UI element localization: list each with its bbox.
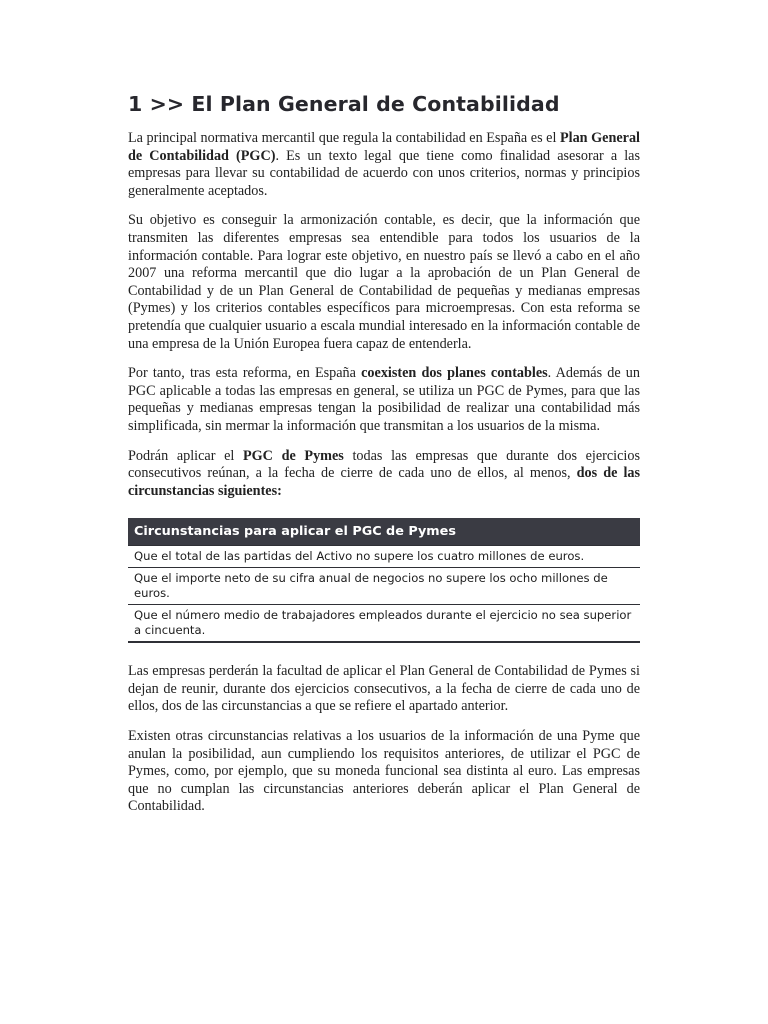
paragraph-two-plans-bold: coexisten dos planes contables: [361, 365, 548, 382]
paragraph-lose-faculty: Las empresas perderán la facultad de aplicar el Plan General de Contabilidad de Pymes si dejan de reunir, durante dos ejercicios consecutivos, a la fecha de cierre de cada uno de ellos, dos de las circunstancias a que se refiere el apartado anterior.: [128, 663, 640, 715]
paragraph-pymes-text-c: todas las empresas que durante dos ejercicios consecutivos reúnan, a la fecha de cierre de cada uno de ellos, al menos,: [128, 447, 640, 482]
table-row: Que el importe neto de su cifra anual de negocios no supere los ocho millones de euros.: [128, 567, 640, 604]
paragraph-objective: Su objetivo es conseguir la armonización contable, es decir, que la información que transmiten las diferentes empresas sea entendible para todos los usuarios de la información contable. Para lograr este objetivo, en nuestro país se llevó a cabo en el año 2007 una reforma mercantil que dio lugar a la aprobación de un Plan General de Contabilidad y de un Plan General de Contabilidad de pequeñas y medianas empresas (Pymes) y los criterios contables específicos para microempresas. Con esta reforma se pretendía que cualquier usuario a escala mundial interesado en la información contable de una empresa de la Unión Europea fuera capaz de entenderla.: [128, 212, 640, 352]
paragraph-intro-text-c: . Es un texto legal que tiene como finalidad asesorar a las empresas para llevar su contabilidad de acuerdo con unos criterios, normas y principios generalmente aceptados.: [128, 147, 640, 199]
paragraph-two-plans-text-a: Por tanto, tras esta reforma, en España: [128, 365, 362, 382]
paragraph-intro: [128, 130, 640, 200]
document-page: [128, 92, 640, 828]
paragraph-intro-text-a: La principal normativa mercantil que regula la contabilidad en España es el: [128, 130, 560, 146]
section-heading: 1 >> El Plan General de Contabilidad: [128, 92, 560, 116]
paragraph-other-circumstances: Existen otras circunstancias relativas a los usuarios de la información de una Pyme que anulan la posibilidad, aun cumpliendo los requisitos anteriores, de utilizar el PGC de Pymes, como, por ejemplo, que su moneda funcional sea distinta al euro. Las empresas que no cumplan las circunstancias anteriores deberán aplicar el Plan General de Contabilidad.: [128, 728, 640, 815]
paragraph-two-plans: [128, 365, 640, 435]
table-header: Circunstancias para aplicar el PGC de Pymes: [128, 518, 640, 545]
table-row: Que el total de las partidas del Activo no supere los cuatro millones de euros.: [128, 545, 640, 567]
circumstances-table: [128, 518, 640, 643]
paragraph-pymes-text-a: Podrán aplicar el: [128, 447, 243, 464]
paragraph-pymes-conditions: [128, 448, 640, 501]
paragraph-pymes-bold-d: dos de las circunstancias siguientes:: [128, 465, 641, 499]
paragraph-pymes-bold-b: PGC de Pymes: [242, 447, 344, 464]
table-row: Que el número medio de trabajadores empleados durante el ejercicio no sea superior a cincuenta.: [128, 604, 640, 641]
paragraph-intro-bold: Plan General de Contabilidad (PGC): [128, 130, 640, 164]
paragraph-two-plans-text-c: . Además de un PGC aplicable a todas las empresas en general, se utiliza un PGC de Pymes, para que las pequeñas y medianas empresas tengan la posibilidad de realizar una contabilidad más simplificada, sin mermar la información que transmitan a los usuarios de la misma.: [128, 365, 640, 434]
